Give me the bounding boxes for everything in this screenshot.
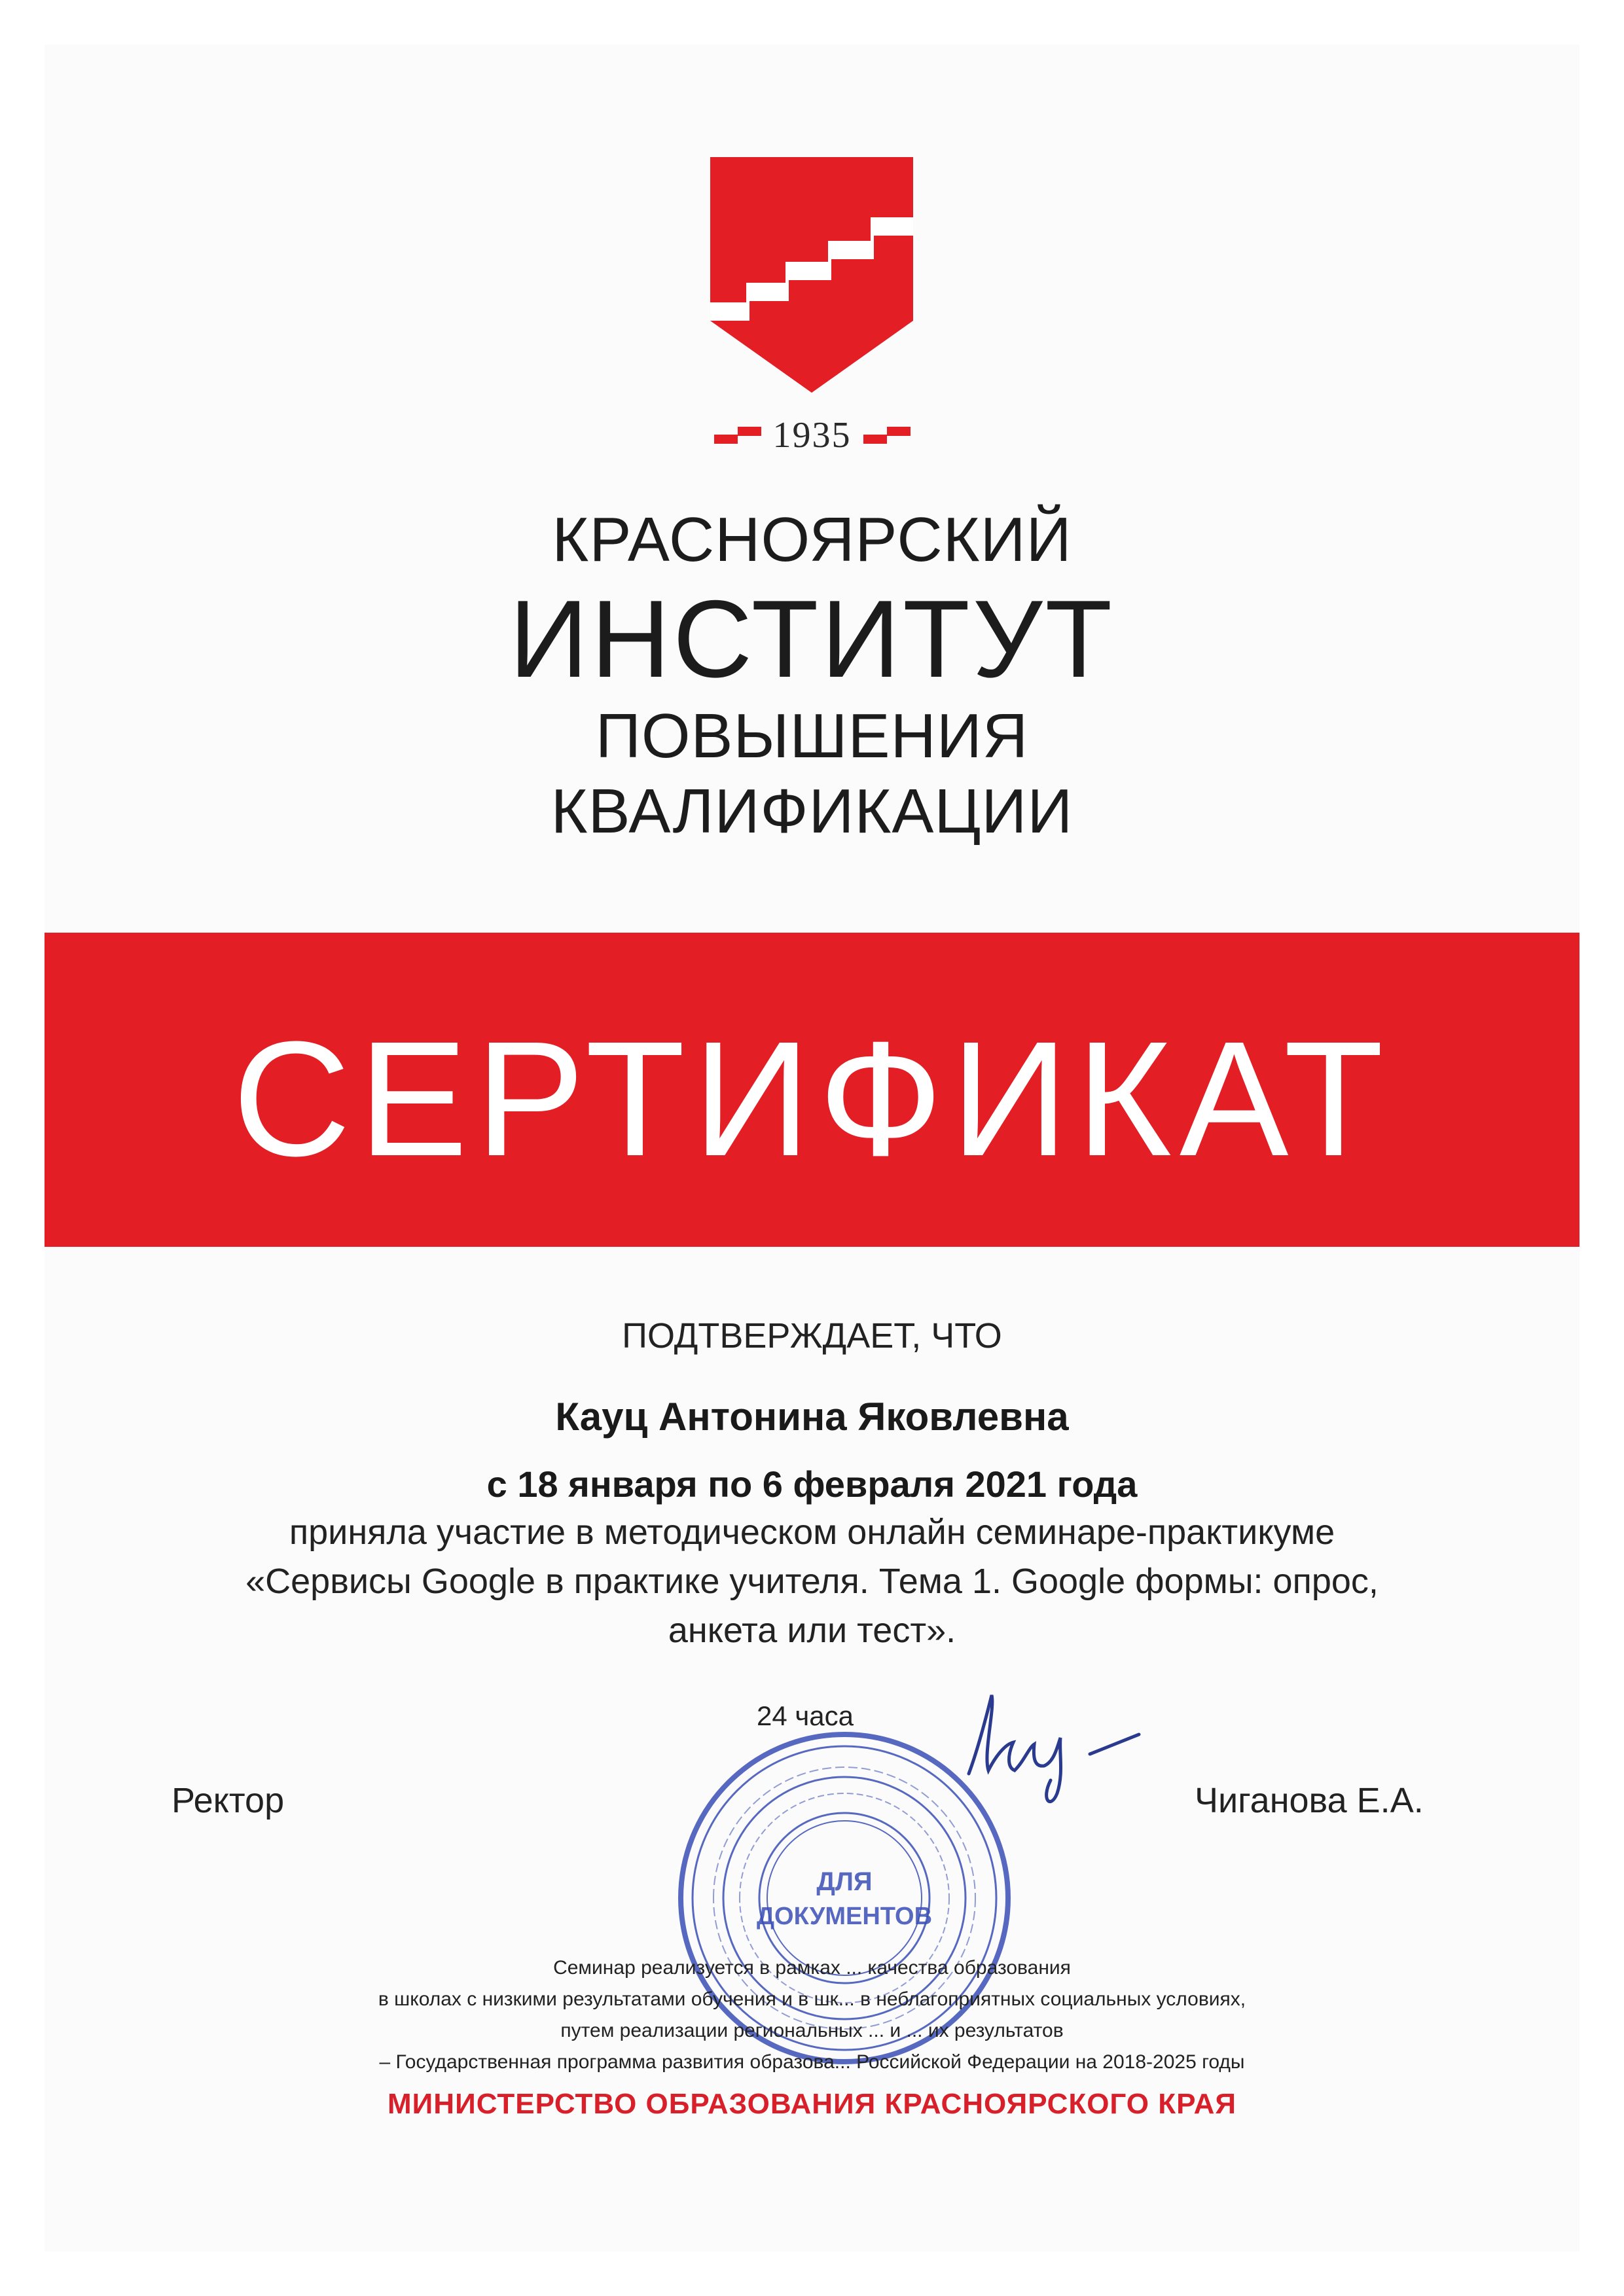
stamp-text-1: ДЛЯ (816, 1867, 873, 1896)
institute-name-line-3: ПОВЫШЕНИЯ (595, 701, 1029, 771)
seminar-hours: 24 часа (757, 1700, 854, 1731)
footer-line-3: путем реализации региональных ... и ... их результатов (560, 2020, 1064, 2041)
footer-line-4: – Государственная программа развития образова... Российской Федерации на 2018-2025 годы (379, 2051, 1245, 2073)
signer-name: Чиганова Е.А. (1195, 1781, 1424, 1820)
institute-name-line-4: КВАЛИФИКАЦИИ (550, 776, 1074, 846)
participation-line-2: «Сервисы Google в практике учителя. Тема 1. Google формы: опрос, (245, 1562, 1379, 1601)
institute-name-line-1: КРАСНОЯРСКИЙ (552, 505, 1072, 575)
rector-signature-icon (943, 1682, 1152, 1813)
participation-line-3: анкета или тест». (668, 1611, 956, 1650)
left-step-ornament-icon (714, 427, 761, 444)
ministry-name: МИНИСТЕРСТВО ОБРАЗОВАНИЯ КРАСНОЯРСКОГО КРАЯ (388, 2088, 1236, 2120)
certificate-title: СЕРТИФИКАТ (232, 1007, 1392, 1190)
institute-logo-icon (710, 157, 913, 393)
confirm-text: ПОДТВЕРЖДАЕТ, ЧТО (622, 1316, 1002, 1355)
right-step-ornament-icon (863, 427, 911, 444)
seminar-dates: с 18 января по 6 февраля 2021 года (486, 1463, 1138, 1505)
founding-year-row (0, 409, 1624, 461)
recipient-name: Кауц Антонина Яковлевна (555, 1395, 1069, 1439)
founding-year: 1935 (772, 415, 852, 456)
footer-line-1: Семинар реализуется в рамках ... качества образования (553, 1957, 1071, 1979)
participation-line-1: приняла участие в методическом онлайн семинаре-практикуме (289, 1513, 1335, 1552)
footer-line-2: в школах с низкими результатами обучения и в шк... в неблагоприятных социальных условиях, (378, 1988, 1246, 2010)
stamp-text-2: ДОКУМЕНТОВ (756, 1903, 933, 1930)
institute-name-line-2: ИНСТИТУТ (509, 577, 1115, 700)
rector-label: Ректор (171, 1781, 285, 1820)
